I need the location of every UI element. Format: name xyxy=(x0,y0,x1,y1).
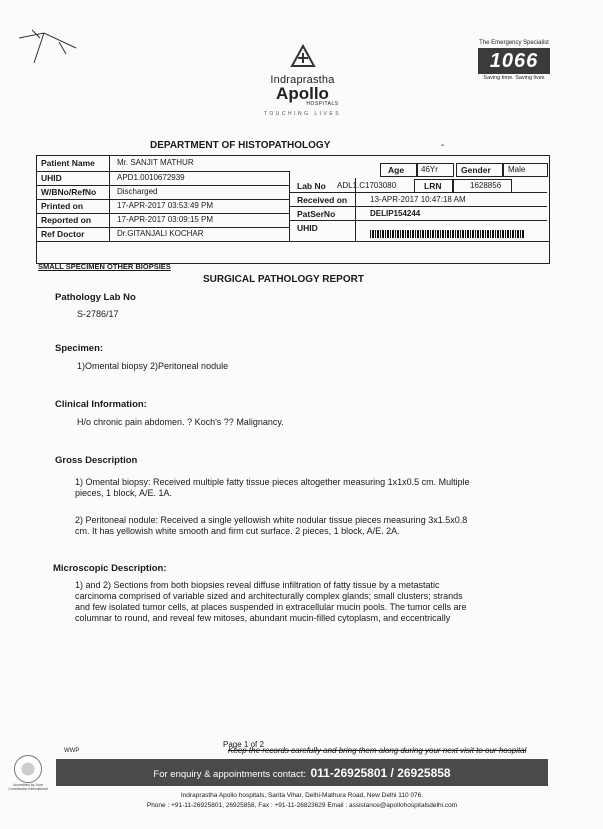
patser-value: DELIP154244 xyxy=(370,209,421,218)
microscopic-heading: Microscopic Description: xyxy=(53,563,167,574)
logo-line3: HOSPITALS xyxy=(306,101,339,107)
pathology-lab-heading: Pathology Lab No xyxy=(55,292,136,303)
gross-text-1a: 1) Omental biopsy: Received multiple fatty tissue pieces altogether measuring 1x1x0.5 cm. Multiple xyxy=(75,477,470,487)
report-title: SURGICAL PATHOLOGY REPORT xyxy=(203,274,364,285)
page-number: Page 1 of 2 xyxy=(223,740,264,749)
emergency-bottom-text: Saving time. Saving lives xyxy=(483,75,545,81)
pen-scribble xyxy=(14,18,84,68)
logo-tagline: TOUCHING LIVES xyxy=(263,111,342,117)
lrn-value: 1628856 xyxy=(470,181,502,190)
ref-doctor-value: Dr.GITANJALI KOCHAR xyxy=(117,229,204,238)
patser-label: PatSerNo xyxy=(297,209,336,219)
uhid-value: APD1.0010672939 xyxy=(117,173,185,182)
uhid2-label: UHID xyxy=(297,223,318,233)
records-note: Keep the records carefully and bring them along during your next visit to our hospital xyxy=(228,746,527,755)
printed-value: 17-APR-2017 03:53:49 PM xyxy=(117,201,214,210)
specimen-type: SMALL SPECIMEN OTHER BIOPSIES xyxy=(38,262,171,271)
lrn-label: LRN xyxy=(424,181,442,191)
lab-no-value: ADL1.C1703080 xyxy=(337,181,397,190)
logo-line2: Apollo xyxy=(276,84,329,103)
received-label: Received on xyxy=(297,195,348,205)
hospital-address-block xyxy=(56,791,548,811)
barcode xyxy=(370,230,525,238)
jci-seal-icon xyxy=(14,755,42,783)
enquiry-banner xyxy=(56,759,548,786)
reported-label: Reported on xyxy=(41,215,92,225)
wbno-label: W/BNo/RefNo xyxy=(41,187,97,197)
microscopic-text-3: and few isolated tumor cells, at places suspended in extracellular mucin pools. The tumor cells are xyxy=(75,602,467,612)
clinical-heading: Clinical Information: xyxy=(55,399,147,410)
gross-heading: Gross Description xyxy=(55,455,138,466)
received-value: 13-APR-2017 10:47:18 AM xyxy=(370,195,466,204)
pathology-lab-number: S-2786/17 xyxy=(77,309,119,319)
emergency-number: 1066 xyxy=(478,48,550,74)
microscopic-text-1: 1) and 2) Sections from both biopsies reveal diffuse infiltration of fatty tissue by a metastatic xyxy=(75,580,440,590)
gender-value: Male xyxy=(508,165,526,174)
age-label: Age xyxy=(388,165,405,175)
department-title: DEPARTMENT OF HISTOPATHOLOGY xyxy=(150,140,331,151)
specimen-heading: Specimen: xyxy=(55,343,104,354)
gross-text-2b: cm. It has yellowish white smooth and firm cut surface. 2 pieces, 1 block, A/E. 2A. xyxy=(75,526,400,536)
patient-name-label: Patient Name xyxy=(41,158,95,168)
dash-mark: - xyxy=(441,140,445,151)
microscopic-text-4: columnar to round, and reveal few mitoses, abundant mucin-filled cytoplasm, and eccentrically xyxy=(75,613,451,623)
apollo-logo-icon xyxy=(288,44,318,68)
logo-line1: Indraprastha xyxy=(270,74,335,86)
patient-name-value: Mr. SANJIT MATHUR xyxy=(117,158,194,167)
enquiry-phones: 011-26925801 / 26925858 xyxy=(310,766,451,780)
lab-no-label: Lab No xyxy=(297,181,326,191)
printed-label: Printed on xyxy=(41,201,84,211)
jci-seal-text: Accredited by Joint Commission International xyxy=(8,783,48,791)
specimen-text: 1)Omental biopsy 2)Peritoneal nodule xyxy=(77,361,229,371)
ref-doctor-label: Ref Doctor xyxy=(41,229,85,239)
hospital-contacts: Phone : +91-11-26925801, 26925858, Fax : +91-11-26823629 Email : assistance@apollohospitalsdelhi.com xyxy=(146,802,458,809)
enquiry-text: For enquiry & appointments contact: xyxy=(153,769,306,780)
gross-text-1b: pieces, 1 block, A/E. 1A. xyxy=(75,488,173,498)
wwp-mark: WWP xyxy=(64,748,80,754)
age-value: 46Yr xyxy=(421,165,438,174)
emergency-badge xyxy=(474,40,554,81)
apollo-logo xyxy=(255,44,350,117)
reported-value: 17-APR-2017 03:09:15 PM xyxy=(117,215,214,224)
clinical-text: H/o chronic pain abdomen. ? Koch's ?? Malignancy. xyxy=(77,417,284,427)
emergency-top-text: The Emergency Specialist xyxy=(479,40,549,46)
gross-text-2a: 2) Peritoneal nodule: Received a single yellowish white nodular tissue pieces measuring 3x1.5x0.8 xyxy=(75,515,468,525)
wbno-value: Discharged xyxy=(117,187,158,196)
microscopic-text-2: carcinoma comprised of variable sized and architecturally complex glands; small clusters; strands xyxy=(75,591,463,601)
gender-label: Gender xyxy=(461,165,491,175)
uhid-label: UHID xyxy=(41,173,62,183)
hospital-address: Indraprastha Apollo hospitals, Sarita Vihar, Delhi-Mathura Road, New Delhi 110 076. xyxy=(180,792,424,799)
